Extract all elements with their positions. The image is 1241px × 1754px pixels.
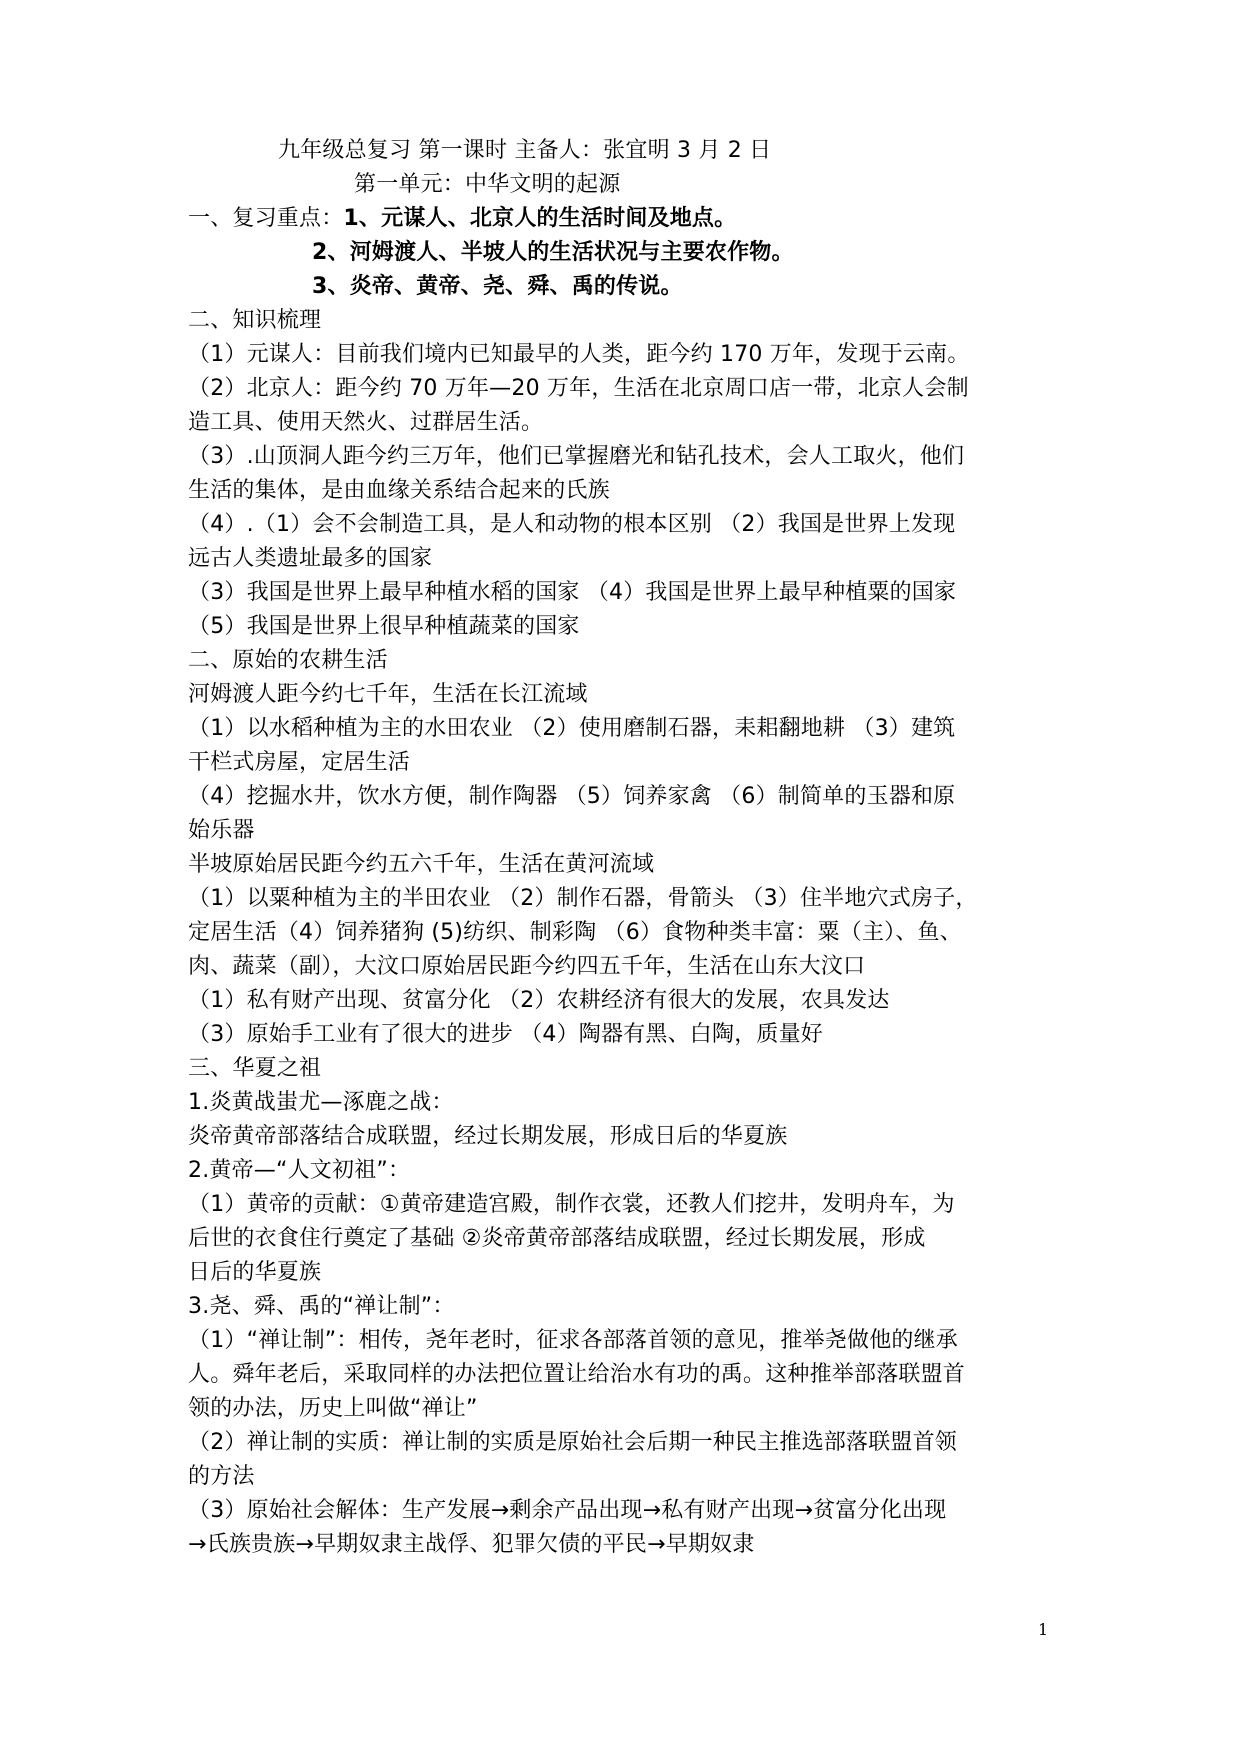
text-line: （4）挖掘水井，饮水方便，制作陶器 （5）饲养家禽 （6）制简单的玉器和原	[188, 784, 956, 809]
text-line: 3.尧、舜、禹的“禅让制”：	[188, 1294, 455, 1319]
text-line: （1）私有财产出现、贫富分化 （2）农耕经济有很大的发展，农具发达	[188, 988, 890, 1013]
section-heading: 二、知识梳理	[188, 308, 322, 333]
text-line: （3）原始手工业有了很大的进步 （4）陶器有黑、白陶，质量好	[188, 1022, 823, 1047]
text-line: 半坡原始居民距今约五六千年，生活在黄河流域	[188, 852, 655, 877]
text-line: （2）北京人：距今约 70 万年—20 万年，生活在北京周口店一带，北京人会制	[188, 376, 969, 401]
key-point-2: 2、河姆渡人、半坡人的生活状况与主要农作物。	[312, 240, 794, 265]
unit-title: 第一单元：中华文明的起源	[354, 172, 621, 197]
text-line: （1）以粟种植为主的半田农业 （2）制作石器，骨箭头 （3）住半地穴式房子，	[188, 886, 978, 911]
text-line: （5）我国是世界上很早种植蔬菜的国家	[188, 614, 580, 639]
text-line: 人。舜年老后，采取同样的办法把位置让给治水有功的禹。这种推举部落联盟首	[188, 1362, 966, 1387]
text-line: 2.黄帝—“人文初祖”：	[188, 1158, 411, 1183]
header-line: 九年级总复习 第一课时 主备人：张宜明 3 月 2 日	[278, 138, 772, 163]
key-point-3: 3、炎帝、黄帝、尧、舜、禹的传说。	[312, 274, 683, 299]
text-line: 干栏式房屋，定居生活	[188, 750, 411, 775]
text-line: 肉、蔬菜（副），大汶口原始居民距今约四五千年，生活在山东大汶口	[188, 954, 866, 979]
text-line: 河姆渡人距今约七千年，生活在长江流域	[188, 682, 588, 707]
text-line: 炎帝黄帝部落结合成联盟，经过长期发展，形成日后的华夏族	[188, 1124, 788, 1149]
text-line: （3）我国是世界上最早种植水稻的国家 （4）我国是世界上最早种植粟的国家	[188, 580, 957, 605]
text-line: （1）“禅让制”：相传，尧年老时，征求各部落首领的意见，推举尧做他的继承	[188, 1328, 958, 1353]
key-point-1: 1、元谋人、北京人的生活时间及地点。	[343, 206, 737, 231]
text-line: 定居生活（4）饲养猪狗 (5)纺织、制彩陶 （6）食物种类丰富：粟（主）、鱼、	[188, 920, 962, 945]
text-line: 后世的衣食住行奠定了基础 ②炎帝黄帝部落结成联盟，经过长期发展，形成	[188, 1226, 926, 1251]
text-line: 1.炎黄战蚩尤—涿鹿之战：	[188, 1090, 454, 1115]
text-line: 造工具、使用天然火、过群居生活。	[188, 410, 544, 435]
text-line: （3）.山顶洞人距今约三万年，他们已掌握磨光和钻孔技术，会人工取火，他们	[188, 444, 965, 469]
text-line: （2）禅让制的实质：禅让制的实质是原始社会后期一种民主推选部落联盟首领	[188, 1430, 957, 1455]
text-line: 远古人类遗址最多的国家	[188, 546, 433, 571]
page-number: 1	[1038, 1620, 1049, 1639]
text-line: （4）.（1）会不会制造工具，是人和动物的根本区别 （2）我国是世界上发现	[188, 512, 956, 537]
text-line: 领的办法，历史上叫做“禅让”	[188, 1396, 478, 1421]
key-points-first-line	[188, 202, 736, 236]
text-line: →氏族贵族→早期奴隶主战俘、犯罪欠债的平民→早期奴隶	[188, 1532, 755, 1557]
text-line: 日后的华夏族	[188, 1260, 322, 1285]
section-heading: 三、华夏之祖	[188, 1056, 322, 1081]
text-line: 始乐器	[188, 818, 255, 843]
text-line: （1）元谋人：目前我们境内已知最早的人类，距今约 170 万年，发现于云南。	[188, 342, 970, 367]
text-line: （1）黄帝的贡献：①黄帝建造宫殿，制作衣裳，还教人们挖井，发明舟车，为	[188, 1192, 955, 1217]
text-line: 的方法	[188, 1464, 255, 1489]
section-heading: 二、原始的农耕生活	[188, 648, 388, 673]
key-points-label: 一、复习重点：	[188, 206, 344, 231]
text-line: 生活的集体，是由血缘关系结合起来的氏族	[188, 478, 610, 503]
text-line: （1）以水稻种植为主的水田农业 （2）使用磨制石器，耒耜翻地耕 （3）建筑	[188, 716, 956, 741]
text-line: （3）原始社会解体：生产发展→剩余产品出现→私有财产出现→贫富分化出现	[188, 1498, 947, 1523]
